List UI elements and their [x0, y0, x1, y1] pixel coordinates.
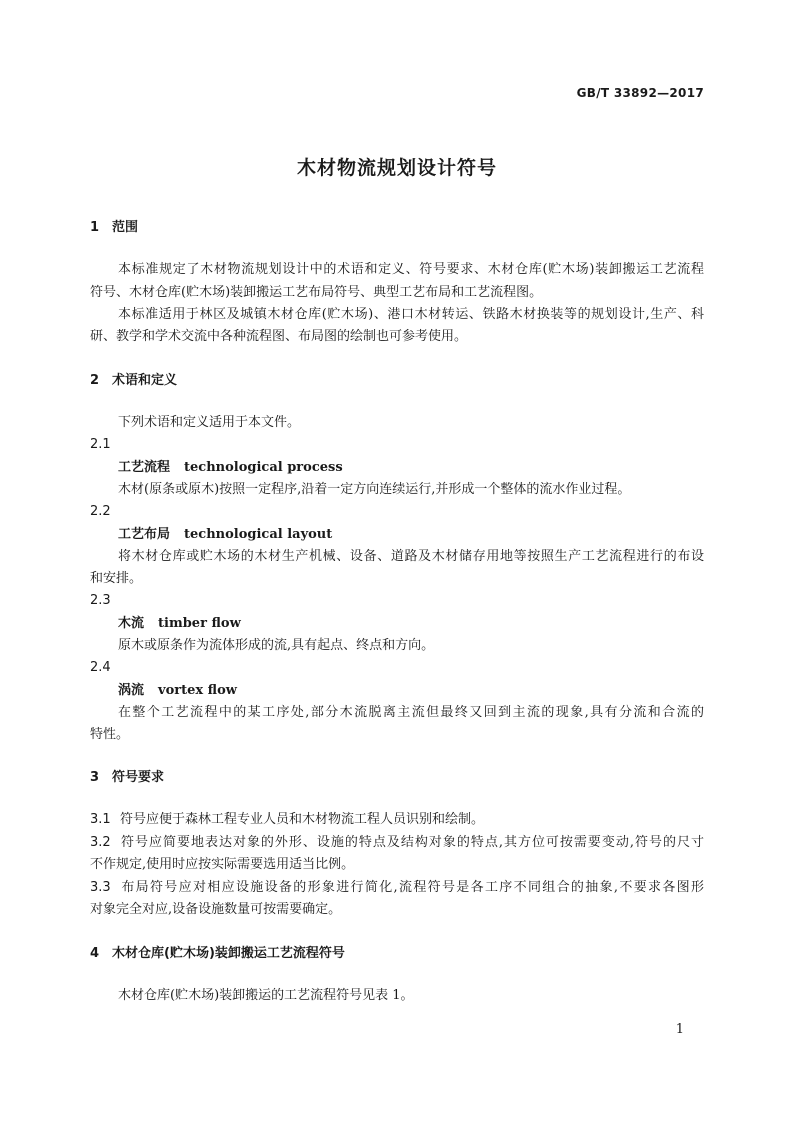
- term-definition: 木材(原条或原木)按照一定程序,沿着一定方向连续运行,并形成一个整体的流水作业过程。: [118, 482, 631, 497]
- paragraph-line: 本标准规定了木材物流规划设计中的术语和定义、符号要求、木材仓库(贮木场)装卸搬运工艺流程: [118, 262, 704, 277]
- term-number: 2.3: [90, 593, 111, 608]
- section-title: 符号要求: [112, 770, 165, 785]
- term-en: technological layout: [184, 527, 333, 542]
- term-en: technological process: [184, 460, 343, 475]
- term-heading: [118, 682, 704, 700]
- term-zh: 木流: [118, 616, 145, 631]
- term-en: timber flow: [158, 616, 241, 631]
- clause-number: 3.3: [90, 880, 111, 895]
- section-title: 术语和定义: [112, 373, 178, 388]
- page-title: 木材物流规划设计符号: [296, 157, 497, 179]
- clause-number: 3.2: [90, 835, 111, 850]
- section-title: 木材仓库(贮木场)装卸搬运工艺流程符号: [112, 946, 345, 961]
- clause-line: [90, 879, 704, 897]
- paragraph-line: 符号、木材仓库(贮木场)装卸搬运工艺布局符号、典型工艺布局和工艺流程图。: [90, 285, 543, 300]
- section-number: 1: [90, 220, 100, 235]
- term-zh: 工艺布局: [118, 527, 171, 542]
- clause-text: 符号应便于森林工程专业人员和木材物流工程人员识别和绘制。: [120, 812, 485, 827]
- paragraph-line: 研、教学和学术交流中各种流程图、布局图的绘制也可参考使用。: [90, 329, 468, 344]
- term-zh: 工艺流程: [118, 460, 171, 475]
- term-definition: 在整个工艺流程中的某工序处,部分木流脱离主流但最终又回到主流的现象,具有分流和合流的: [118, 705, 704, 720]
- term-definition: 原木或原条作为流体形成的流,具有起点、终点和方向。: [118, 638, 435, 653]
- paragraph-line: 本标准适用于林区及城镇木材仓库(贮木场)、港口木材转运、铁路木材换装等的规划设计,生产、科: [118, 307, 704, 322]
- term-zh: 涡流: [118, 683, 145, 698]
- clause-line: [90, 811, 704, 829]
- term-definition: 将木材仓库或贮木场的木材生产机械、设备、道路及木材储存用地等按照生产工艺流程进行的布设: [118, 549, 704, 564]
- section-number: 2: [90, 373, 100, 388]
- section-1-heading: [90, 219, 704, 237]
- section-number: 3: [90, 770, 100, 785]
- standard-code: GB/T 33892—2017: [576, 86, 704, 100]
- clause-text: 布局符号应对相应设施设备的形象进行简化,流程符号是各工序不同组合的抽象,不要求各图形: [120, 880, 704, 895]
- clause-number: 3.1: [90, 812, 111, 827]
- section-3-heading: [90, 769, 704, 787]
- term-number: 2.4: [90, 660, 111, 675]
- paragraph-line: 下列术语和定义适用于本文件。: [118, 415, 301, 430]
- clause-line: 对象完全对应,设备设施数量可按需要确定。: [90, 902, 342, 917]
- term-heading: [118, 459, 704, 477]
- clause-line: [90, 834, 704, 852]
- clause-text: 符号应简要地表达对象的外形、设施的特点及结构对象的特点,其方位可按需要变动,符号的尺寸: [120, 835, 704, 850]
- section-2-heading: [90, 372, 704, 390]
- section-4-heading: [90, 945, 704, 963]
- term-number: 2.2: [90, 504, 111, 519]
- term-number: 2.1: [90, 437, 111, 452]
- section-title: 范围: [112, 220, 139, 235]
- clause-line: 不作规定,使用时应按实际需要选用适当比例。: [90, 857, 355, 872]
- term-heading: [118, 526, 704, 544]
- term-definition: 特性。: [90, 727, 130, 742]
- term-heading: [118, 615, 704, 633]
- term-en: vortex flow: [158, 683, 237, 698]
- section-number: 4: [90, 946, 100, 961]
- term-definition: 和安排。: [90, 571, 143, 586]
- paragraph-line: 木材仓库(贮木场)装卸搬运的工艺流程符号见表 1。: [118, 988, 414, 1003]
- page-number: 1: [675, 1022, 684, 1037]
